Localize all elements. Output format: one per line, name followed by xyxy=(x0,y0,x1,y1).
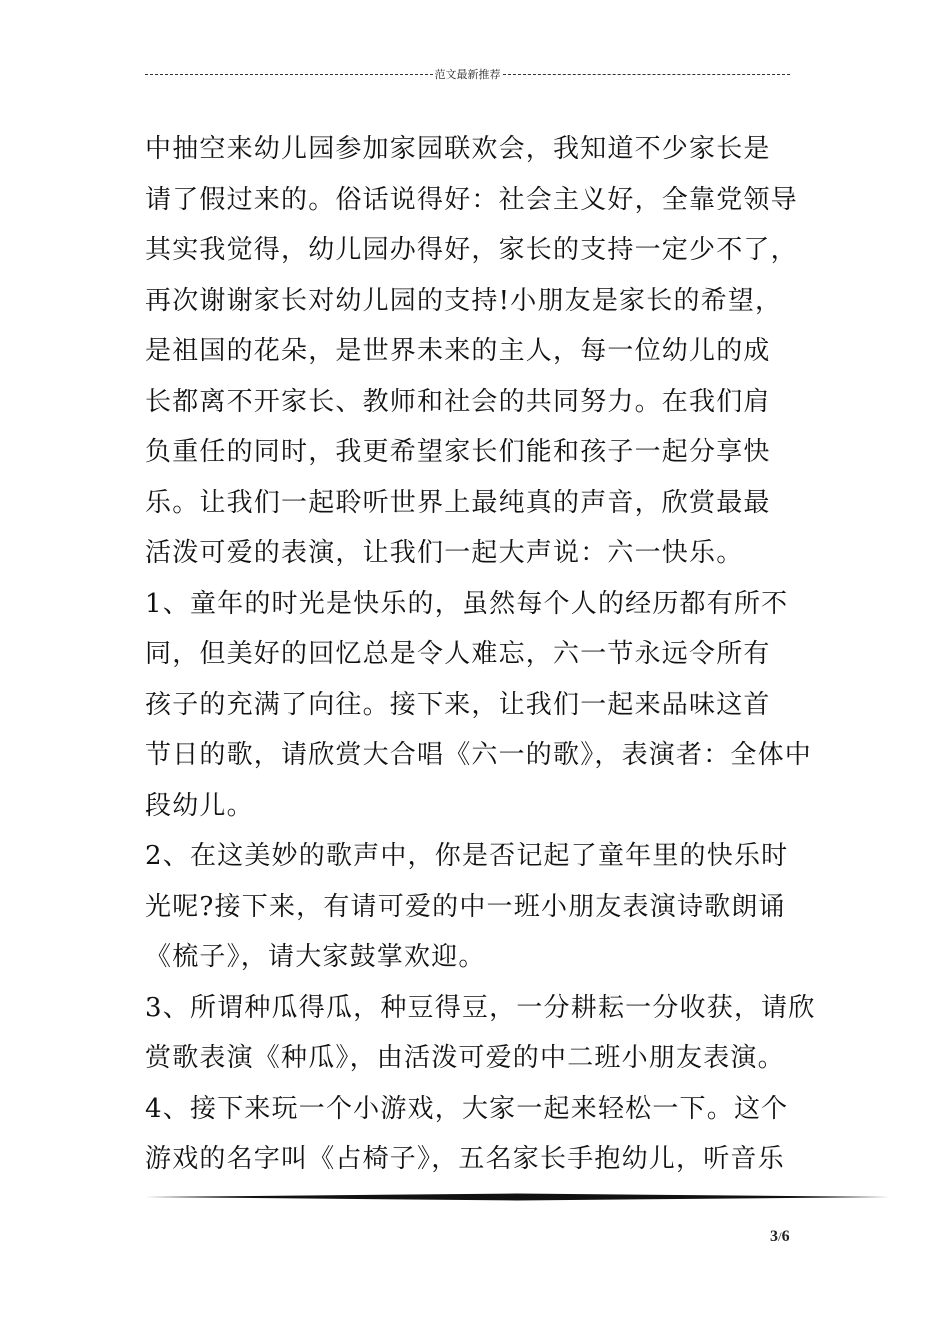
header-dashes-right xyxy=(503,74,791,75)
page-separator: / xyxy=(778,1229,782,1244)
text-line: 孩子的充满了向往。接下来，让我们一起来品味这首 xyxy=(145,689,771,720)
text-line: 再次谢谢家长对幼儿园的支持!小朋友是家长的希望， xyxy=(145,285,783,316)
text-line: 乐。让我们一起聆听世界上最纯真的声音，欣赏最最 xyxy=(145,487,771,518)
text-line: 同，但美好的回忆总是令人难忘，六一节永远令所有 xyxy=(145,639,771,669)
text-line: 1、童年的时光是快乐的，虽然每个人的经历都有所不 xyxy=(145,588,789,619)
page-header xyxy=(145,64,790,84)
text-line: 请了假过来的。俗话说得好：社会主义好，全靠党领导 xyxy=(145,184,798,215)
page-current: 3 xyxy=(770,1228,778,1245)
text-line: 赏歌表演《种瓜》，由活泼可爱的中二班小朋友表演。 xyxy=(145,1043,785,1073)
text-line: 《梳子》，请大家鼓掌欢迎。 xyxy=(145,942,486,972)
text-line: 2、在这美妙的歌声中，你是否记起了童年里的快乐时 xyxy=(145,841,789,871)
header-label: 范文最新推荐 xyxy=(434,68,501,81)
header-dashes-left xyxy=(145,74,433,75)
page-total: 6 xyxy=(781,1228,790,1245)
text-line: 活泼可爱的表演，让我们一起大声说：六一快乐。 xyxy=(145,538,744,568)
text-line: 是祖国的花朵，是世界未来的主人，每一位幼儿的成 xyxy=(145,336,771,366)
text-line: 光呢?接下来，有请可爱的中一班小朋友表演诗歌朗诵 xyxy=(145,891,786,922)
text-line: 节日的歌，请欣赏大合唱《六一的歌》，表演者：全体中 xyxy=(145,740,813,770)
text-line: 4、接下来玩一个小游戏，大家一起来轻松一下。这个 xyxy=(145,1093,789,1124)
text-line: 负重任的同时，我更希望家长们能和孩子一起分享快 xyxy=(145,437,771,467)
text-line: 段幼儿。 xyxy=(145,790,254,821)
text-line: 其实我觉得，幼儿园办得好，家长的支持一定少不了， xyxy=(145,235,798,265)
text-line: 3、所谓种瓜得瓜，种豆得豆，一分耕耘一分收获，请欣 xyxy=(145,992,816,1023)
page-number xyxy=(770,1228,830,1246)
footer-divider xyxy=(145,1193,890,1201)
text-line: 长都离不开家长、教师和社会的共同努力。在我们肩 xyxy=(145,386,771,417)
text-line: 中抽空来幼儿园参加家园联欢会，我知道不少家长是 xyxy=(145,134,771,164)
text-line: 游戏的名字叫《占椅子》，五名家长手抱幼儿，听音乐 xyxy=(145,1144,785,1174)
document-body xyxy=(145,124,815,1185)
